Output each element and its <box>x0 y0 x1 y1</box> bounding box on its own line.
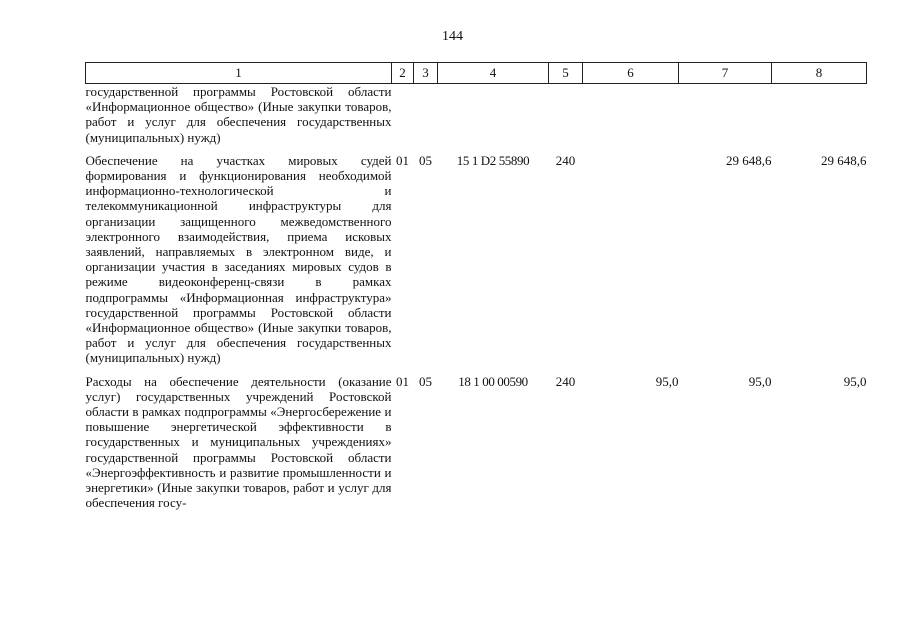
column-header-1: 1 <box>86 63 392 84</box>
column-header-5: 5 <box>549 63 583 84</box>
budget-table <box>85 62 867 510</box>
row-description: Обеспечение на участках мировых судей формирования и функционирования необходимой информационно-технологической и телекоммуникационной инфраструктуры для организации защищенного межведомственного электронного взаимодействия, приема исковых заявлений, направляемых в электронном виде, и организации участия в заседаниях мировых судов в режиме видеоконференц-связи в рамках подпрограммы «Информационная инфраструктура» государственной программы Ростовской области «Информационное общество» (Иные закупки товаров, работ и услуг для обеспечения государственных (муниципальных) нужд) <box>85 152 392 366</box>
cell-target-code <box>438 84 549 145</box>
cell-amount-8 <box>772 84 867 145</box>
cell-expense-type <box>549 84 583 145</box>
page-number: 144 <box>442 29 463 44</box>
cell-subsection: 05 <box>419 373 432 389</box>
column-header-6: 6 <box>583 63 679 84</box>
cell-subsection: 05 <box>419 152 432 168</box>
cell-amount-7: 95,0 <box>748 373 772 389</box>
row-spacer <box>86 145 867 153</box>
table-row <box>86 374 867 511</box>
cell-amount-6: 95,0 <box>655 373 679 389</box>
table-row <box>86 153 867 366</box>
cell-target-code: 15 1 D2 55890 <box>456 152 530 168</box>
column-header-7: 7 <box>679 63 772 84</box>
column-header-8: 8 <box>772 63 867 84</box>
cell-expense-type: 240 <box>555 152 576 168</box>
cell-section <box>392 84 414 145</box>
header-row <box>86 63 867 84</box>
row-spacer <box>86 366 867 374</box>
cell-amount-7: 29 648,6 <box>726 152 772 168</box>
column-header-4: 4 <box>438 63 549 84</box>
cell-section: 01 <box>396 373 409 389</box>
column-header-3: 3 <box>414 63 438 84</box>
cell-amount-6 <box>583 84 679 145</box>
cell-section: 01 <box>396 152 409 168</box>
column-header-2: 2 <box>392 63 414 84</box>
row-description: Расходы на обеспечение деятельности (оказание услуг) государственных учреждений Ростовской области в рамках подпрограммы «Энергосбережение и повышение энергетической эффективности в государственных и муниципальных учреждениях» государственной программы Ростовской области «Энергоэффективность и развитие промышленности и энергетики» (Иные закупки товаров, работ и услуг для обеспечения госу- <box>85 373 392 511</box>
cell-target-code: 18 1 00 00590 <box>458 373 528 389</box>
cell-amount-8: 29 648,6 <box>821 152 867 168</box>
table-row <box>86 84 867 145</box>
cell-amount-6 <box>583 153 679 366</box>
cell-subsection <box>414 84 438 145</box>
cell-amount-7 <box>679 84 772 145</box>
cell-expense-type: 240 <box>555 373 576 389</box>
cell-amount-8: 95,0 <box>843 373 867 389</box>
row-description: государственной программы Ростовской области «Информационное общество» (Иные закупки товаров, работ и услуг для обеспечения государственных (муниципальных) нужд) <box>85 84 392 145</box>
